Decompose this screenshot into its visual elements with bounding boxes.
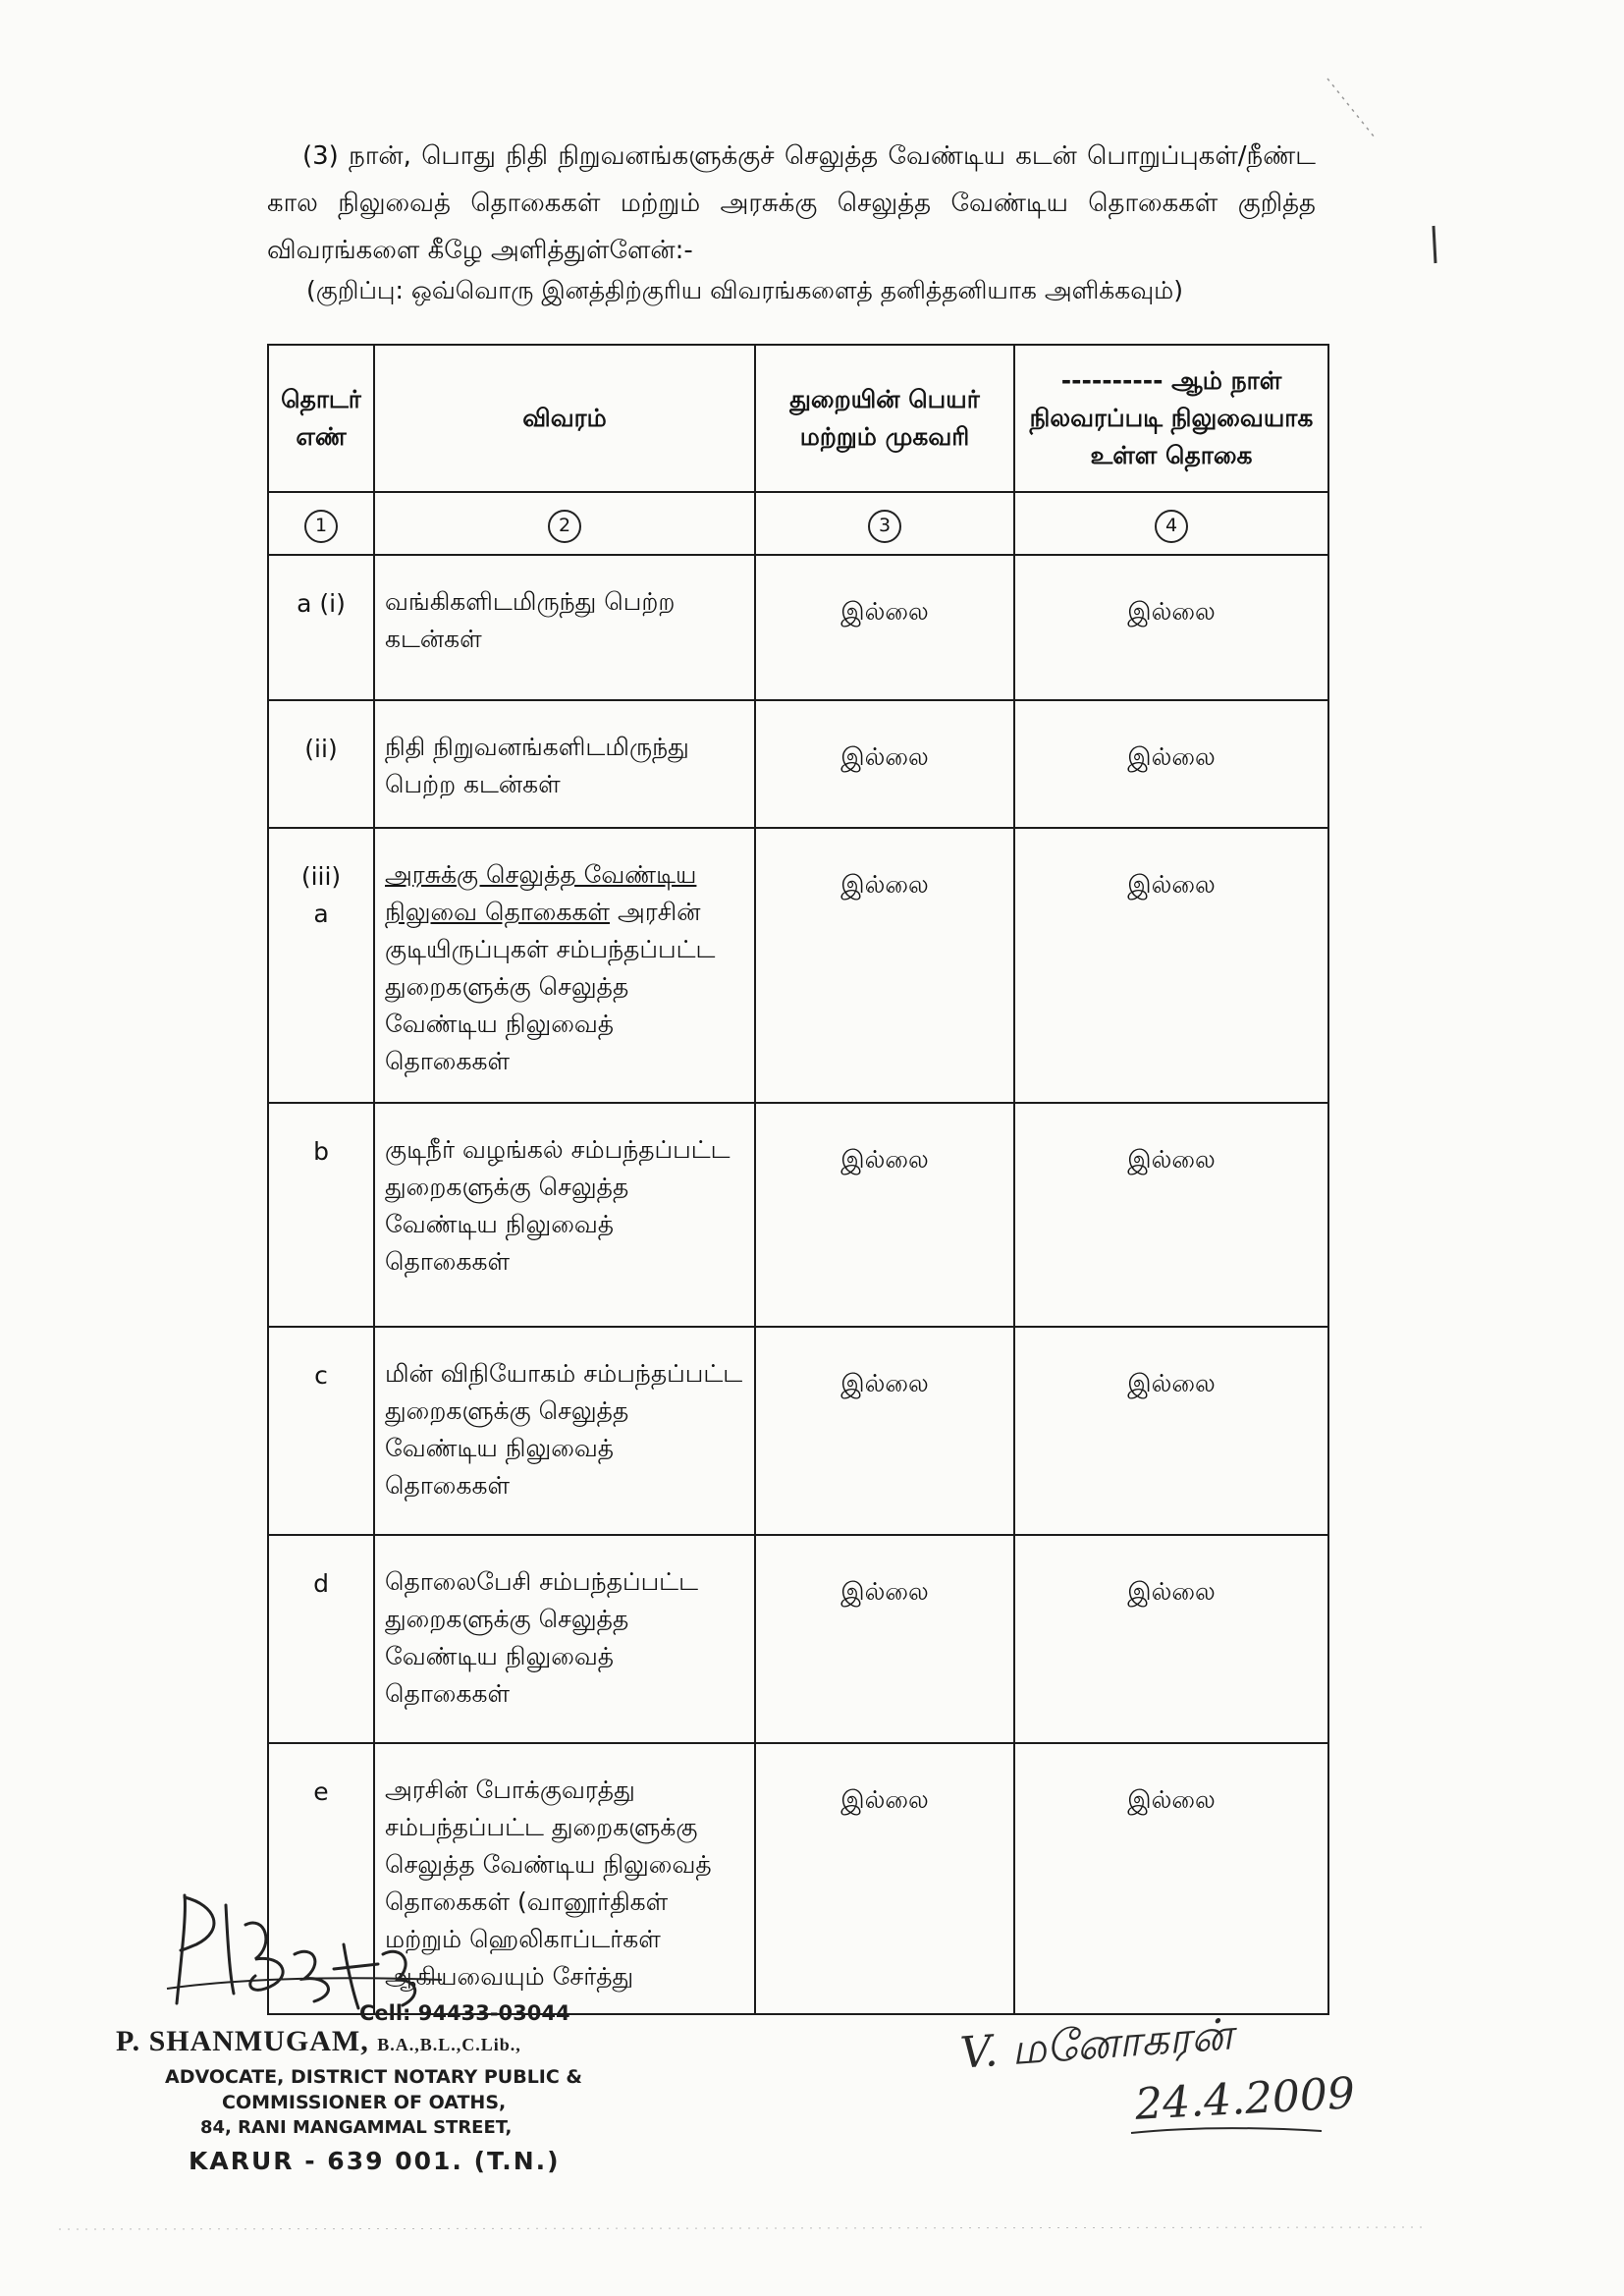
row-serial: e: [268, 1743, 374, 2014]
header-department: துறையின் பெயர் மற்றும் முகவரி: [755, 345, 1014, 492]
row-serial: d: [268, 1535, 374, 1743]
table-row: [268, 1327, 1328, 1535]
row-serial: (ii): [268, 700, 374, 828]
row-serial: [268, 828, 374, 1103]
row-department: இல்லை: [755, 1743, 1014, 2014]
stamp-cell-number: Cell: 94433-03044: [359, 2001, 570, 2025]
row-amount: இல்லை: [1014, 1743, 1328, 2014]
row-serial: b: [268, 1103, 374, 1327]
table-row: [268, 555, 1328, 700]
row-description: [374, 828, 755, 1103]
row-serial: a (i): [268, 555, 374, 700]
table-row: [268, 1535, 1328, 1743]
column-number: 4: [1014, 492, 1328, 555]
row-description: தொலைபேசி சம்பந்தப்பட்ட துறைகளுக்கு செலுத்த வேண்டிய நிலுவைத் தொகைகள்: [374, 1535, 755, 1743]
row-amount: இல்லை: [1014, 1327, 1328, 1535]
intro-note: (குறிப்பு: ஒவ்வொரு இனத்திற்குரிய விவரங்களைத் தனித்தனியாக அளிக்கவும்): [306, 276, 1184, 304]
stamp-line-designation: ADVOCATE, DISTRICT NOTARY PUBLIC &: [165, 2066, 582, 2088]
row-serial-main: (iii): [300, 862, 342, 891]
stamp-qualifications: B.A.,B.L.,C.Lib.,: [377, 2035, 521, 2054]
row-description: அரசின் போக்குவரத்து சம்பந்தப்பட்ட துறைகளுக்கு செலுத்த வேண்டிய நிலுவைத் தொகைகள் (வானூர்திகள் மற்றும் ஹெலிகாப்டர்கள் ஆகியவையும் சேர்த்து: [374, 1743, 755, 2014]
row-description: மின் விநியோகம் சம்பந்தப்பட்ட துறைகளுக்கு செலுத்த வேண்டிய நிலுவைத் தொகைகள்: [374, 1327, 755, 1535]
column-number: 3: [755, 492, 1014, 555]
row-description: நிதி நிறுவனங்களிடமிருந்து பெற்ற கடன்கள்: [374, 700, 755, 828]
row-description: குடிநீர் வழங்கல் சம்பந்தப்பட்ட துறைகளுக்கு செலுத்த வேண்டிய நிலுவைத் தொகைகள்: [374, 1103, 755, 1327]
row-amount: இல்லை: [1014, 555, 1328, 700]
row-department: இல்லை: [755, 700, 1014, 828]
liabilities-table: [267, 344, 1329, 2015]
row-serial: c: [268, 1327, 374, 1535]
row-description: வங்கிகளிடமிருந்து பெற்ற கடன்கள்: [374, 555, 755, 700]
deponent-signature: [943, 2009, 1394, 2151]
table-row: [268, 828, 1328, 1103]
stamp-line-commissioner: COMMISSIONER OF OATHS,: [222, 2092, 507, 2113]
row-description-heading: அரசுக்கு செலுத்த வேண்டிய நிலுவை தொகைகள்: [385, 860, 697, 926]
row-department: இல்லை: [755, 1535, 1014, 1743]
deponent-signature-date: 24.4.2009: [1133, 2068, 1357, 2130]
header-details: விவரம்: [374, 345, 755, 492]
deponent-signature-name: V. மனோகரன்: [958, 2009, 1235, 2079]
row-amount: இல்லை: [1014, 828, 1328, 1103]
stamp-line-street: 84, RANI MANGAMMAL STREET,: [200, 2117, 513, 2138]
signature-underline: [1129, 2123, 1326, 2137]
table-row: [268, 700, 1328, 828]
row-amount: இல்லை: [1014, 700, 1328, 828]
row-description-body: அரசின் குடியிருப்புகள் சம்பந்தப்பட்ட துறைகளுக்கு செலுத்த வேண்டிய நிலுவைத் தொகைகள்: [385, 898, 716, 1075]
row-serial-sub: a: [313, 900, 329, 928]
row-department: இல்லை: [755, 828, 1014, 1103]
row-department: இல்லை: [755, 1327, 1014, 1535]
table-header-row: [268, 345, 1328, 492]
column-number: 2: [374, 492, 755, 555]
header-serial: தொடர் எண்: [268, 345, 374, 492]
header-amount: ---------- ஆம் நாள் நிலவரப்படி நிலுவையாக உள்ள தொகை: [1014, 345, 1328, 492]
row-department: இல்லை: [755, 555, 1014, 700]
column-number-row: [268, 492, 1328, 555]
row-department: இல்லை: [755, 1103, 1014, 1327]
stamp-line-city: KARUR - 639 001. (T.N.): [189, 2147, 561, 2175]
intro-section: [267, 133, 1316, 274]
intro-paragraph: (3) நான், பொது நிதி நிறுவனங்களுக்குச் செலுத்த வேண்டிய கடன் பொறுப்புகள்/நீண்ட கால நிலுவைத் தொகைகள் மற்றும் அரசுக்கு செலுத்த வேண்டிய தொகைகள் குறித்த விவரங்களை கீழே அளித்துள்ளேன்:-: [267, 141, 1316, 265]
row-amount: இல்லை: [1014, 1535, 1328, 1743]
column-number: 1: [268, 492, 374, 555]
table-row: [268, 1103, 1328, 1327]
row-amount: இல்லை: [1014, 1103, 1328, 1327]
stamp-name: P. SHANMUGAM, B.A.,B.L.,C.Lib.,: [116, 2025, 521, 2057]
